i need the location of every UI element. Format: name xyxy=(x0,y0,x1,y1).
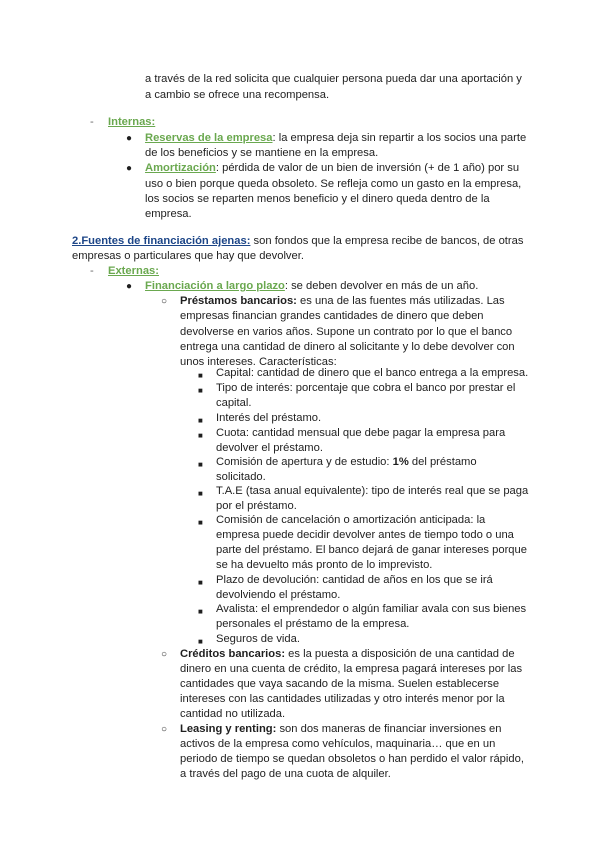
square-bullet: ■ xyxy=(198,371,203,380)
caracteristica-line: se ha devuelto más pronto de lo imprevisto. xyxy=(216,559,433,571)
caracteristica-line: T.A.E (tasa anual equivalente): tipo de interés real que se paga xyxy=(216,485,529,497)
circle-bullet: ○ xyxy=(161,296,168,307)
paragraph-line: a cambio se ofrece una recompensa. xyxy=(145,89,330,101)
paragraph-line: activos de la empresa como vehículos, maquinaria… que en un xyxy=(180,738,496,750)
largo-plazo-item xyxy=(145,279,478,295)
paragraph-line: dinero en una cuenta de crédito, la empresa pagará intereses por las xyxy=(180,663,523,675)
square-bullet: ■ xyxy=(198,416,203,425)
paragraph-line: entrega una cantidad de dinero al solicitante y lo debe devolver con xyxy=(180,341,515,353)
leasing-item xyxy=(180,722,501,738)
paragraph-line: empresas financian grandes cantidades de dinero que deben xyxy=(180,310,484,322)
caracteristica-text: del préstamo xyxy=(408,456,477,468)
creditos-item xyxy=(180,647,515,663)
paragraph-line: cantidad no utilizada. xyxy=(180,708,286,720)
section2-title: 2.Fuentes de financiación ajenas: xyxy=(72,235,251,247)
square-bullet: ■ xyxy=(198,386,203,395)
reservas-term: Reservas de la empresa xyxy=(145,132,273,144)
paragraph-line: periodo de tiempo se quedan obsoletos o han perdido el valor rápido, xyxy=(180,753,524,765)
caracteristica-line: devolviendo el préstamo. xyxy=(216,589,341,601)
caracteristica-line: parte del préstamo. El banco dejará de ganar intereses porque xyxy=(216,544,527,556)
square-bullet: ■ xyxy=(198,518,203,527)
paragraph-line: devolverse en varios años. Supone un contrato por lo que el banco xyxy=(180,326,513,338)
caracteristica-line: empresa puede decidir devolver antes de tiempo todo o una xyxy=(216,529,514,541)
caracteristica-percent: 1% xyxy=(392,456,409,468)
amortizacion-text: : pérdida de valor de un bien de inversión (+ de 1 año) por su xyxy=(215,162,520,174)
paragraph-line: uso o bien porque queda obsoleto. Se refleja como un gasto en la empresa, xyxy=(145,178,522,190)
paragraph-line: cantidades que vaya sacando de la misma. Suelen establecerse xyxy=(180,678,500,690)
caracteristica-line: por el préstamo. xyxy=(216,500,297,512)
caracteristica-line: solicitado. xyxy=(216,471,266,483)
section2-text: son fondos que la empresa recibe de bancos, de otras xyxy=(250,235,524,247)
reservas-item xyxy=(145,131,526,147)
caracteristica-line: Plazo de devolución: cantidad de años en los que se irá xyxy=(216,574,493,586)
caracteristica-line: personales el préstamo de la empresa. xyxy=(216,618,410,630)
largo-plazo-term: Financiación a largo plazo xyxy=(145,280,285,292)
dash-bullet: - xyxy=(90,116,94,128)
leasing-term: Leasing y renting: xyxy=(180,723,277,735)
paragraph-line: empresa. xyxy=(145,208,192,220)
paragraph-line: los socios se reparten menos beneficio y el dinero queda dentro de la xyxy=(145,193,490,205)
creditos-term: Créditos bancarios: xyxy=(180,648,286,660)
caracteristica-line: Seguros de vida. xyxy=(216,633,300,645)
caracteristica-line: Avalista: el emprendedor o algún familiar avala con sus bienes xyxy=(216,603,527,615)
paragraph-line: a través del pago de una cuota de alquiler. xyxy=(180,768,391,780)
prestamos-text: es una de las fuentes más utilizadas. Las xyxy=(296,295,505,307)
caracteristica-line xyxy=(216,455,477,471)
caracteristica-line: capital. xyxy=(216,397,252,409)
circle-bullet: ○ xyxy=(161,724,168,735)
prestamos-term: Préstamos bancarios: xyxy=(180,295,297,307)
internas-heading: Internas: xyxy=(108,116,156,128)
leasing-text: son dos maneras de financiar inversiones en xyxy=(276,723,502,735)
caracteristica-line: Comisión de cancelación o amortización anticipada: la xyxy=(216,514,486,526)
paragraph-line: a través de la red solicita que cualquier persona pueda dar una aportación y xyxy=(145,73,522,85)
caracteristica-line: Tipo de interés: porcentaje que cobra el banco por prestar el xyxy=(216,382,516,394)
square-bullet: ■ xyxy=(198,460,203,469)
dot-bullet: ● xyxy=(126,133,133,144)
reservas-text: : la empresa deja sin repartir a los socios una parte xyxy=(272,132,527,144)
caracteristica-line: Interés del préstamo. xyxy=(216,412,322,424)
section2-line xyxy=(72,234,523,250)
caracteristica-line: Cuota: cantidad mensual que debe pagar la empresa para xyxy=(216,427,506,439)
dot-bullet: ● xyxy=(126,281,133,292)
largo-plazo-text: : se deben devolver en más de un año. xyxy=(284,280,479,292)
caracteristica-line: Capital: cantidad de dinero que el banco entrega a la empresa. xyxy=(216,367,529,379)
amortizacion-item xyxy=(145,161,519,177)
paragraph-line: unos intereses. Características: xyxy=(180,356,337,368)
square-bullet: ■ xyxy=(198,489,203,498)
square-bullet: ■ xyxy=(198,637,203,646)
amortizacion-term: Amortización xyxy=(145,162,216,174)
paragraph-line: empresas o particulares que hay que devolver. xyxy=(72,250,304,262)
prestamos-item xyxy=(180,294,505,310)
square-bullet: ■ xyxy=(198,431,203,440)
circle-bullet: ○ xyxy=(161,649,168,660)
square-bullet: ■ xyxy=(198,578,203,587)
caracteristica-text: Comisión de apertura y de estudio: xyxy=(216,456,393,468)
externas-heading: Externas: xyxy=(108,265,159,277)
paragraph-line: de los beneficios y se mantiene en la empresa. xyxy=(145,147,379,159)
dot-bullet: ● xyxy=(126,163,133,174)
square-bullet: ■ xyxy=(198,607,203,616)
paragraph-line: intereses con las cantidades utilizadas y otro interés menor por la xyxy=(180,693,505,705)
caracteristica-line: devolver el préstamo. xyxy=(216,442,323,454)
dash-bullet: - xyxy=(90,265,94,277)
creditos-text: es la puesta a disposición de una cantidad de xyxy=(285,648,515,660)
